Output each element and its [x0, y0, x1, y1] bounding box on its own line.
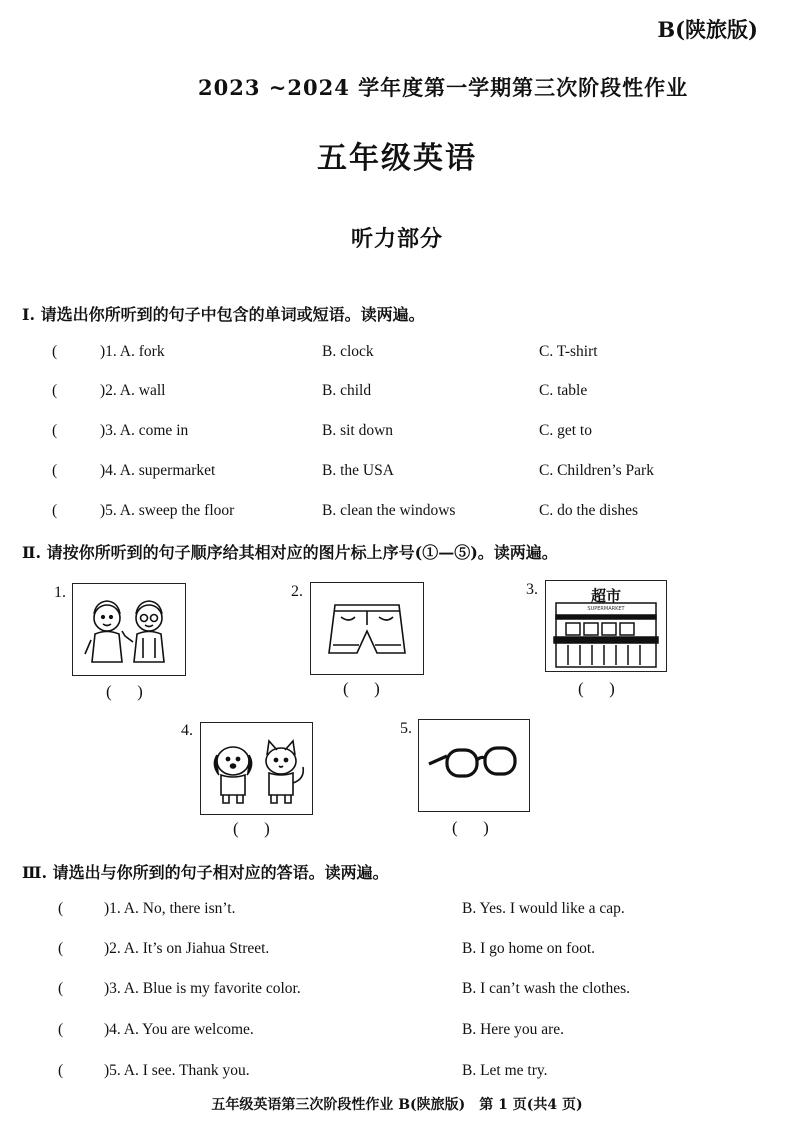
option-a: )5. A. sweep the floor [100, 502, 235, 519]
answer-blank[interactable]: ( [52, 382, 58, 399]
option-b: B. Let me try. [462, 1062, 548, 1079]
picture-4-label: 4. [181, 722, 193, 739]
picture-5 [418, 719, 530, 812]
option-a: )3. A. come in [100, 422, 189, 439]
picture-3-label: 3. [526, 581, 538, 598]
part1-instruction: Ⅰ. 请选出你所听到的句子中包含的单词或短语。读两遍。 [22, 305, 425, 324]
option-c: C. T-shirt [539, 343, 598, 360]
two-boys-talking-icon [73, 584, 185, 675]
part3-question-5 [52, 1062, 752, 1086]
option-a: )5. A. I see. Thank you. [104, 1062, 250, 1079]
picture-3-answer-blank[interactable]: ( ) [578, 679, 615, 698]
picture-2-label: 2. [291, 583, 303, 600]
part3-question-3 [52, 980, 752, 1004]
answer-blank[interactable]: ( [58, 1062, 64, 1079]
supermarket-sign-sub: SUPERMARKET [587, 606, 625, 612]
supermarket-sign: 超市 [590, 587, 621, 605]
picture-2-answer-blank[interactable]: ( ) [343, 679, 380, 698]
picture-2 [310, 582, 424, 675]
subject-title: 五年级英语 [317, 141, 477, 176]
picture-1-label: 1. [54, 584, 66, 601]
edition-label: B(陕旅版) [657, 17, 758, 42]
answer-blank[interactable]: ( [58, 1021, 64, 1038]
option-c: C. table [539, 382, 588, 399]
answer-blank[interactable]: ( [52, 343, 58, 360]
option-a: )1. A. No, there isn’t. [104, 900, 236, 917]
option-b: B. sit down [322, 422, 394, 439]
answer-blank[interactable]: ( [58, 940, 64, 957]
glasses-icon [419, 720, 529, 811]
part3-question-1 [52, 900, 752, 924]
picture-1-answer-blank[interactable]: ( ) [106, 682, 143, 701]
picture-4-answer-blank[interactable]: ( ) [233, 819, 270, 838]
option-a: )1. A. fork [100, 343, 165, 360]
option-a: )3. A. Blue is my favorite color. [104, 980, 301, 997]
answer-blank[interactable]: ( [58, 980, 64, 997]
part3-question-4 [52, 1021, 752, 1045]
answer-blank[interactable]: ( [52, 502, 58, 519]
option-b: B. clean the windows [322, 502, 456, 519]
option-c: C. get to [539, 422, 592, 439]
option-a: )4. A. You are welcome. [104, 1021, 254, 1038]
option-a: )2. A. It’s on Jiahua Street. [104, 940, 270, 957]
answer-blank[interactable]: ( [58, 900, 64, 917]
part3-instruction: Ⅲ. 请选出与你所到的句子相对应的答语。读两遍。 [22, 863, 389, 882]
section-title: 听力部分 [350, 226, 443, 252]
term-title: 2023 ~2024 学年度第一学期第三次阶段性作业 [198, 75, 689, 100]
part1-question-4 [52, 462, 752, 486]
option-a: )2. A. wall [100, 382, 166, 399]
option-c: C. Children’s Park [539, 462, 654, 479]
option-b: B. Yes. I would like a cap. [462, 900, 625, 917]
part1-question-5 [52, 502, 752, 526]
option-b: B. Here you are. [462, 1021, 564, 1038]
dog-and-cat-icon [201, 723, 312, 814]
part1-question-2 [52, 382, 752, 406]
part3-question-2 [52, 940, 752, 964]
answer-blank[interactable]: ( [52, 462, 58, 479]
part2-instruction: Ⅱ. 请按你所听到的句子顺序给其相对应的图片标上序号(①—⑤)。读两遍。 [22, 543, 558, 562]
picture-5-label: 5. [400, 720, 412, 737]
option-b: B. I can’t wash the clothes. [462, 980, 631, 997]
picture-4 [200, 722, 313, 815]
shorts-icon [311, 583, 423, 674]
picture-1 [72, 583, 186, 676]
option-b: B. the USA [322, 462, 394, 479]
part1-question-3 [52, 422, 752, 446]
part1-question-1 [52, 343, 752, 367]
option-c: C. do the dishes [539, 502, 639, 519]
picture-3 [545, 580, 667, 672]
answer-blank[interactable]: ( [52, 422, 58, 439]
option-a: )4. A. supermarket [100, 462, 216, 479]
page-footer: 五年级英语第三次阶段性作业 B(陕旅版) 第 1 页(共4 页) [211, 1097, 583, 1113]
option-b: B. child [322, 382, 372, 399]
option-b: B. I go home on foot. [462, 940, 596, 957]
picture-5-answer-blank[interactable]: ( ) [452, 818, 489, 837]
option-b: B. clock [322, 343, 374, 360]
